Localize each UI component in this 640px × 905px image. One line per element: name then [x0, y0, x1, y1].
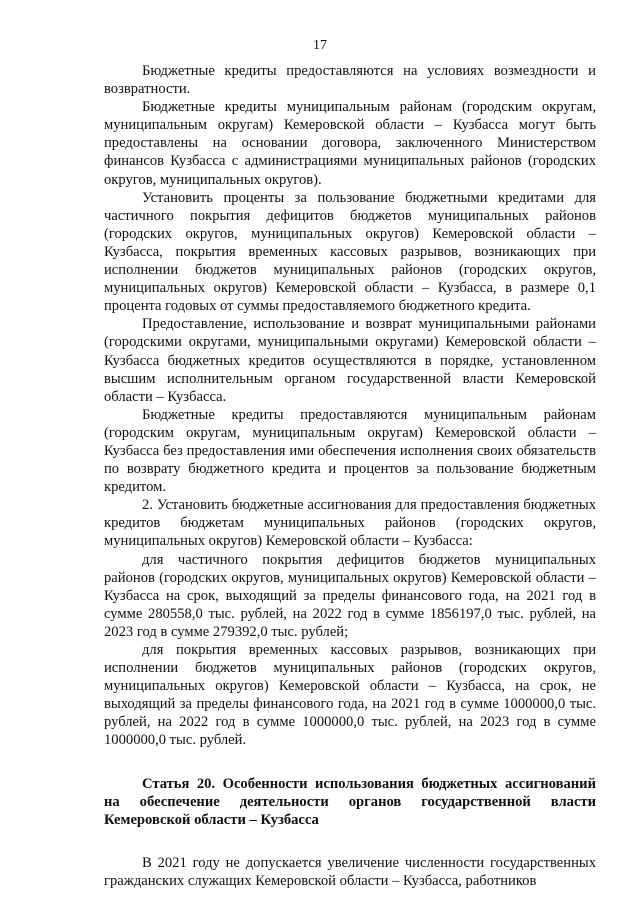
paragraph-interest-rate: Установить проценты за пользование бюджетными кредитами для частичного покрытия дефицитов бюджетов муниципальных районов (городских округов, муниципальных округов) Кемеровской области – Кузбасса, покрытия временных кассовых разрывов, возникающих при исполнении бюджетов муниципальных районов (городских округов, муниципальных округов) Кемеровской области – Кузбасса, в размере 0,1 процента годовых от суммы предоставляемого бюджетного кредита.	[104, 189, 596, 315]
paragraph-credit-procedure: Предоставление, использование и возврат муниципальными районами (городскими округами, муниципальными округами) Кемеровской области – Кузбасса бюджетных кредитов осуществляются в порядке, установленном высшим исполнительным органом государственной власти Кемеровской области – Кузбасса.	[104, 316, 596, 405]
paragraph-no-security: Бюджетные кредиты предоставляются муниципальным районам (городским округам, муниципальным округам) Кемеровской области – Кузбасса без предоставления ими обеспечения исполнения своих обязательств по возврату бюджетного кредита и процентов за пользование бюджетным кредитом.	[104, 406, 596, 496]
paragraph-deficit-coverage: для частичного покрытия дефицитов бюджетов муниципальных районов (городских округов, муниципальных округов) Кемеровской области – Кузбасса на срок, выходящий за пределы финансового года, на 2021 год в сумме 280558,0 тыс. рублей, на 2022 год в сумме 1856197,0 тыс. рублей, на 2023 год в сумме 279392,0 тыс. рублей;	[104, 551, 596, 640]
paragraph-credit-terms: Бюджетные кредиты предоставляются на условиях возмездности и возвратности.	[104, 63, 596, 98]
paragraph-cash-gaps: для покрытия временных кассовых разрывов, возникающих при исполнении бюджетов муниципальных районов (городских округов, муниципальных округов) Кемеровской области – Кузбасса, на срок, не выходящий за пределы финансового года, на 2021 год в сумме 1000000,0 тыс. рублей, на 2022 год в сумме 1000000,0 тыс. рублей, на 2023 год в сумме 1000000,0 тыс. рублей.	[104, 642, 596, 749]
paragraph-credit-agreement: Бюджетные кредиты муниципальным районам (городским округам, муниципальным округам) Кемеровской области – Кузбасса могут быть предоставлены на основании договора, заключенного Министерством финансов Кузбасса с администрациями муниципальных районов (городских округов, муниципальных округов).	[104, 99, 596, 188]
article-20-heading: Статья 20. Особенности использования бюджетных ассигнований на обеспечение деятельности органов государственной власти Кемеровской области – Кузбасса	[104, 775, 596, 828]
document-body	[104, 62, 596, 890]
page-number: 17	[313, 38, 327, 53]
paragraph-staffing-limit: В 2021 году не допускается увеличение численности государственных гражданских служащих Кемеровской области – Кузбасса, работников	[104, 854, 596, 889]
paragraph-item-2: 2. Установить бюджетные ассигнования для предоставления бюджетных кредитов бюджетам муниципальных районов (городских округов, муниципальных округов) Кемеровской области – Кузбасса:	[104, 497, 596, 550]
